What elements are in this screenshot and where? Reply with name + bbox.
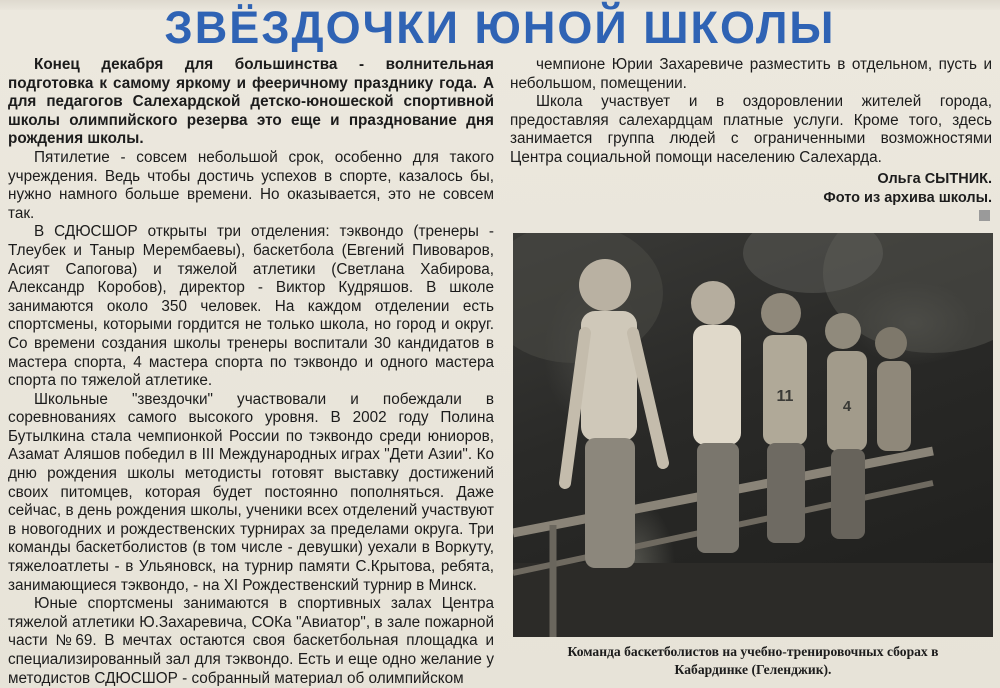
- article-left-column: [8, 56, 494, 686]
- lead-paragraph: Конец декабря для большинства - волнительная подготовка к самому яркому и фееричному празднику года. А для педагогов Салехардской детско-юношеской спортивной школы олимпийского резерва это еще и празднование дня рождения школы.: [8, 56, 494, 148]
- body-paragraph: чемпионе Юрии Захаревиче разместить в отдельном, пусть и небольшом, помещении.: [510, 56, 992, 92]
- body-paragraph: Школа участвует и в оздоровлении жителей города, предоставляя салехардцам платные услуги. Кроме того, здесь занимается группа людей с ограниченными возможностями Центра социальной помощи населению Салехарда.: [510, 93, 992, 166]
- article-right-column: [510, 56, 992, 208]
- photo-caption: [513, 643, 993, 679]
- caption-line: Команда баскетболистов на учебно-тренировочных сборах в: [567, 644, 939, 659]
- body-paragraph: Юные спортсмены занимаются в спортивных залах Центра тяжелой атлетики Ю.Захаревича, СОКа "Авиатор", в зале пожарной части №69. В мечтах остаются своя баскетбольная площадка и специализированный зал для тэквондо. Есть и еще одно желание у методистов СДЮСШОР - собранный материал об олимпийском: [8, 595, 494, 686]
- photo-illustration: [513, 233, 993, 637]
- body-paragraph: В СДЮСШОР открыты три отделения: тэквондо (тренеры - Тлеубек и Таныр Мерембаевы), баскетбола (Евгений Пивоваров, Асият Сапогова) и тяжелой атлетики (Светлана Хабирова, Александр Коробов), директор - Виктор Кудряшов. В школе занимаются около 350 человек. На каждом отделении есть спортсмены, которыми гордится не только школа, но город и округ. Со времени создания школы тренеры воспитали 30 кандидатов в мастера спорта, 4 мастера спорта по тэквондо и одного мастера спорта по тяжелой атлетике.: [8, 223, 494, 390]
- team-photo: [513, 233, 993, 637]
- caption-line: Кабардинке (Геленджик).: [674, 662, 832, 677]
- headline: ЗВЁЗДОЧКИ ЮНОЙ ШКОЛЫ: [164, 2, 836, 53]
- jersey-number: 11: [776, 388, 794, 405]
- author-byline: Ольга СЫТНИК.: [877, 170, 992, 187]
- photo-credit: Фото из архива школы.: [823, 189, 992, 206]
- end-of-article-mark: [979, 210, 990, 221]
- body-paragraph: Пятилетие - совсем небольшой срок, особенно для такого учреждения. Ведь чтобы достичь успехов в спорте, казалось бы, нужно намного больше времени. Но оказывается, это не совсем так.: [8, 148, 494, 222]
- body-paragraph: Школьные "звездочки" участвовали и побеждали в соревнованиях самого высокого уровня. В 2002 году Полина Бутылкина стала чемпионкой России по тэквондо среди юниоров, Азамат Аляшов победил в III Международных играх "Дети Азии". Ко дню рождения школы методисты готовят выставку достижений своих питомцев, которая будет постоянно пополняться. Даже сейчас, в день рождения школы, ученики всех отделений участвуют в новогодних и рождественских турнирах за пределами округа. Три команды баскетболистов (в том числе - девушки) уехали в Воркуту, тяжелоатлеты - в Ульяновск, на турнир памяти С.Крытова, ребята, занимающиеся тэквондо, - на XI Рождественский турнир в Минск.: [8, 390, 494, 594]
- jersey-number: 4: [842, 398, 852, 415]
